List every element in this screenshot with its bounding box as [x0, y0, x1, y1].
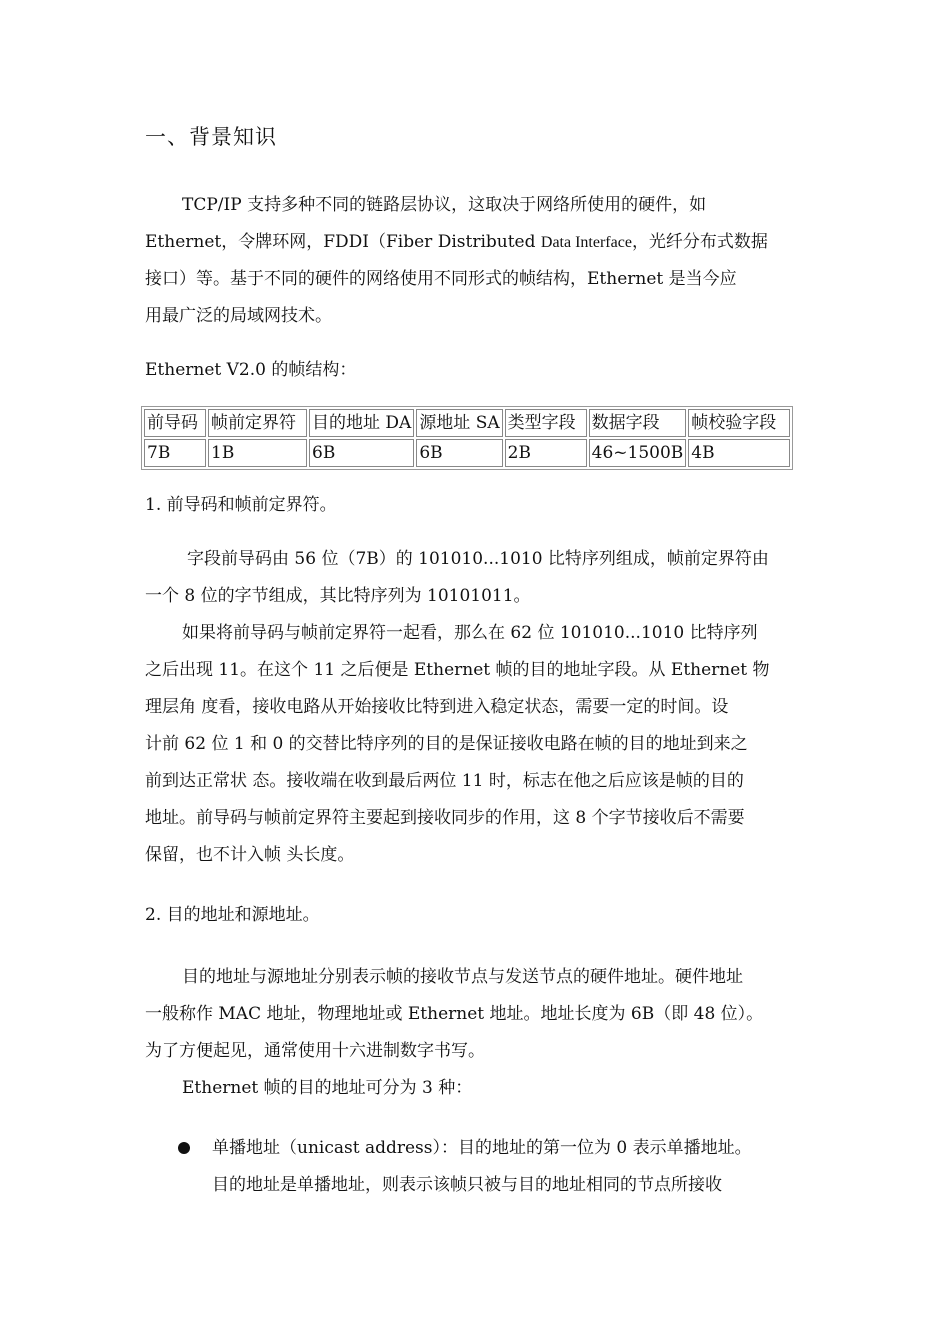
intro-line-2-c: ，光纤分布式数据 [631, 232, 768, 252]
table-header-cell: 源地址 SA [416, 409, 502, 437]
frame-structure-table [141, 406, 793, 470]
table-caption: Ethernet V2.0 的帧结构： [145, 360, 357, 380]
section-1-line: 字段前导码由 56 位（7B）的 101010...1010 比特序列组成，帧前定界符由 [187, 549, 769, 569]
bullet-line: 单播地址（unicast address）：目的地址的第一位为 0 表示单播地址。 [212, 1138, 752, 1158]
section-1-line: 之后出现 11。在这个 11 之后便是 Ethernet 帧的目的地址字段。从 Ethernet 物 [145, 660, 770, 680]
table-row [144, 439, 790, 467]
section-2-title: 2. 目的地址和源地址。 [145, 905, 320, 925]
table-cell: 4B [688, 439, 790, 467]
intro-line-4: 用最广泛的局域网技术。 [145, 306, 332, 326]
section-1-line: 计前 62 位 1 和 0 的交替比特序列的目的是保证接收电路在帧的目的地址到来之 [145, 734, 748, 754]
section-1-line: 保留，也不计入帧 头长度。 [145, 845, 355, 865]
section-1-line: 一个 8 位的字节组成，其比特序列为 10101011。 [145, 586, 531, 606]
section-1-line: 地址。前导码与帧前定界符主要起到接收同步的作用，这 8 个字节接收后不需要 [145, 808, 745, 828]
section-1-line: 如果将前导码与帧前定界符一起看，那么在 62 位 101010...1010 比特序列 [182, 623, 758, 643]
table-header-cell: 前导码 [144, 409, 206, 437]
table-cell: 1B [208, 439, 307, 467]
bullet-line: 目的地址是单播地址，则表示该帧只被与目的地址相同的节点所接收 [212, 1175, 722, 1195]
intro-line-2 [145, 231, 768, 254]
intro-line-1: TCP/IP 支持多种不同的链路层协议，这取决于网络所使用的硬件，如 [182, 195, 707, 215]
table-header-cell: 目的地址 DA [309, 409, 414, 437]
table-cell: 2B [505, 439, 587, 467]
intro-line-2-a: Ethernet，令牌环网，FDDI（Fiber Distributed [145, 232, 541, 252]
bullet-icon [178, 1142, 190, 1154]
table-cell: 6B [309, 439, 414, 467]
section-1-title: 1. 前导码和帧前定界符。 [145, 495, 337, 515]
section-2-line: Ethernet 帧的目的地址可分为 3 种： [182, 1078, 473, 1098]
section-1-line: 前到达正常状 态。接收端在收到最后两位 11 时，标志在他之后应该是帧的目的 [145, 771, 744, 791]
table-cell: 46~1500B [589, 439, 687, 467]
section-2-line: 为了方便起见，通常使用十六进制数字书写。 [145, 1041, 485, 1061]
intro-line-3: 接口）等。基于不同的硬件的网络使用不同形式的帧结构，Ethernet 是当今应 [145, 269, 737, 289]
section-2-line: 目的地址与源地址分别表示帧的接收节点与发送节点的硬件地址。硬件地址 [182, 967, 743, 987]
table-cell: 7B [144, 439, 206, 467]
table-cell: 6B [416, 439, 502, 467]
section-heading: 一、背景知识 [145, 125, 277, 149]
table-header-cell: 类型字段 [505, 409, 587, 437]
section-2-line: 一般称作 MAC 地址，物理地址或 Ethernet 地址。地址长度为 6B（即 48 位）。 [145, 1004, 764, 1024]
intro-line-2-b: Data Interface [540, 234, 632, 251]
table-header-cell: 帧校验字段 [688, 409, 790, 437]
table-header-cell: 数据字段 [589, 409, 687, 437]
section-1-line: 理层角 度看，接收电路从开始接收比特到进入稳定状态，需要一定的时间。设 [145, 697, 729, 717]
table-header-row [144, 409, 790, 437]
table-header-cell: 帧前定界符 [208, 409, 307, 437]
